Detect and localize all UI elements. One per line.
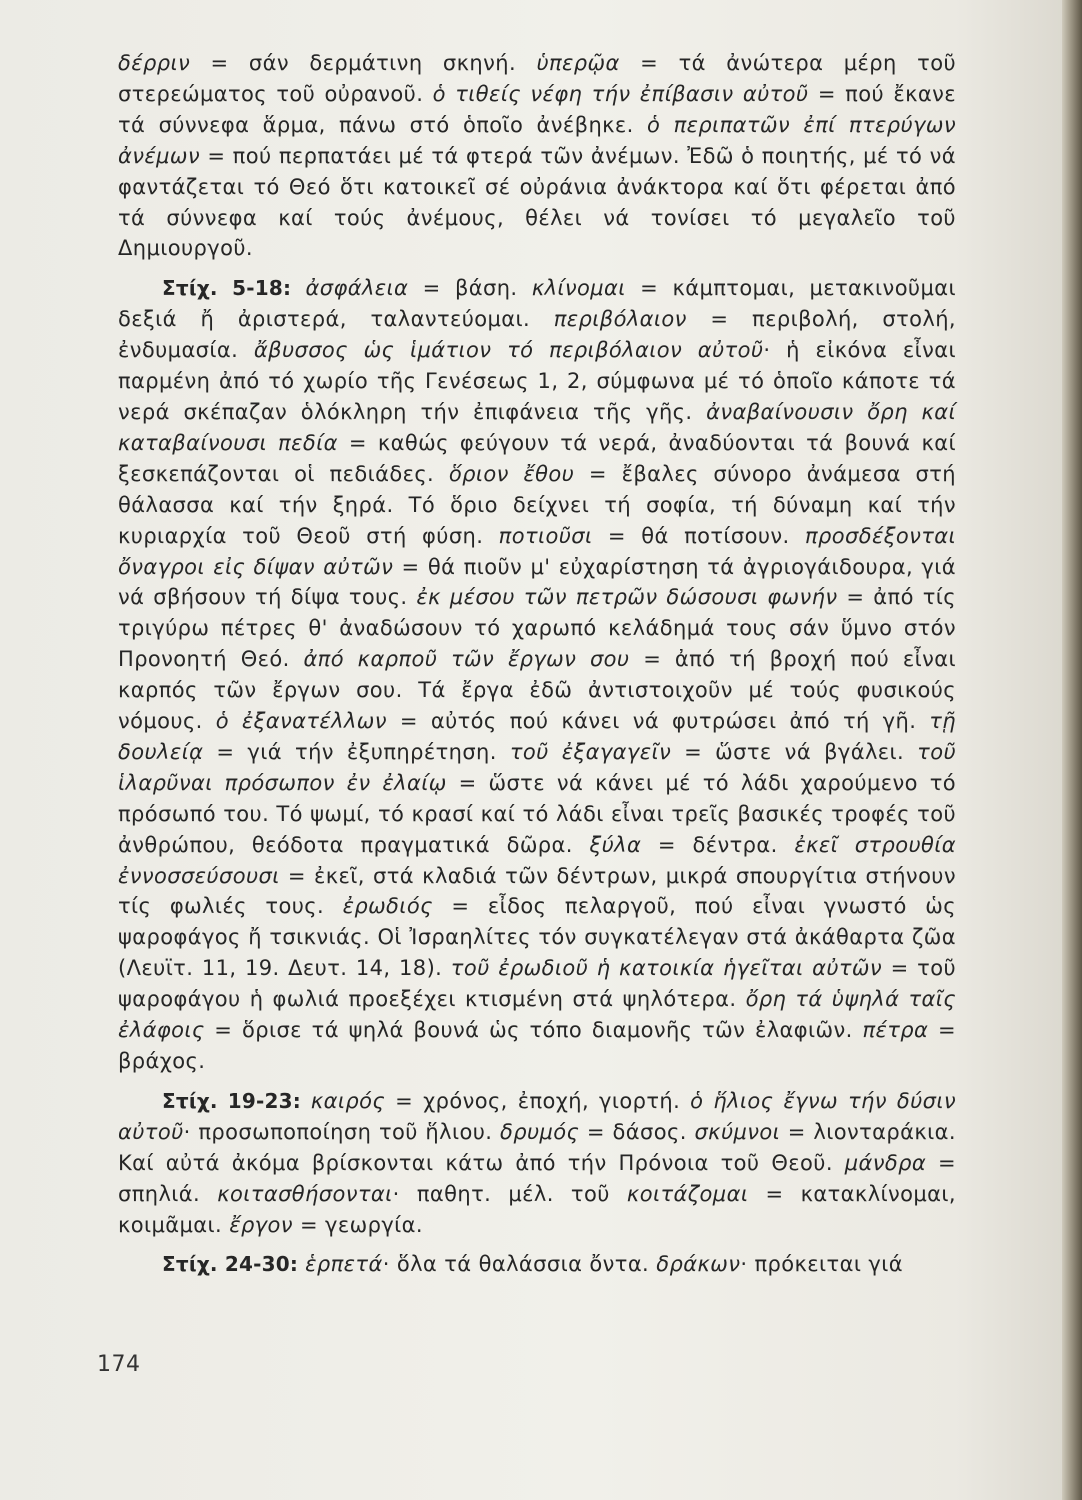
paragraph (118, 48, 956, 264)
quoted-term: ὁ τιθείς νέφη τήν ἐπίβασιν αὐτοῦ (432, 81, 809, 106)
quoted-term: δέρριν (118, 51, 191, 75)
quoted-term: ἀναβαίνουσιν ὄρη καί καταβαίνουσι πεδία (118, 399, 956, 455)
text-run: = βάση. (408, 276, 532, 301)
text-run: = ὅρισε τά ψηλά βουνά ὡς τόπο διαμονῆς τῶν ἐλαφιῶν. (204, 1018, 863, 1043)
quoted-term: τῇ δουλείᾳ (118, 709, 956, 764)
quoted-term: ὄρη τά ὑψηλά ταῖς ἐλάφοις (118, 987, 956, 1043)
quoted-term: τοῦ ἐρωδιοῦ ἡ κατοικία ἡγεῖται αὐτῶν (450, 956, 883, 981)
text-run: · ἡ εἰκόνα εἶναι παρμένη ἀπό τό χωρίο τῆς Γενέσεως 1, 2, σύμφωνα μέ τό ὁποῖο κάποτε τά νερά σκέπαζαν ὁλόκληρη τήν ἐπιφάνεια τῆς γῆς. (118, 338, 956, 424)
text-run: = τοῦ ψαροφάγου ἡ φωλιά προεξέχει κτισμένη στά ψηλότερα. (118, 956, 956, 1012)
text-run: = ὥστε νά βγάλει. (671, 739, 918, 764)
text-run: = ὥστε νά κάνει μέ τό λάδι χαρούμενο τό πρόσωπό του. Τό ψωμί, τό κρασί καί τό λάδι εἶναι τρεῖς βασικές τροφές τοῦ ἀνθρώπου, θεόδοτα πραγματικά δῶρα. (118, 770, 957, 857)
quoted-term: μάνδρα (844, 1150, 927, 1175)
text-run: = γεωργία. (292, 1212, 423, 1237)
quoted-term: προσδέξονται ὄναγροι εἰς δίψαν αὐτῶν (118, 523, 957, 579)
text-run: = κάμπτομαι, μετακινοῦμαι δεξιά ἤ ἀριστερά, ταλαντεύομαι. (118, 276, 956, 332)
body-text (118, 48, 956, 1280)
verse-reference: Στίχ. 5-18: (162, 276, 292, 301)
quoted-term: κοιτάζομαι (626, 1181, 749, 1206)
quoted-term: δρυμός (500, 1119, 580, 1144)
text-run: = τά ἀνώτερα μέρη τοῦ στερεώματος τοῦ οὐρανοῦ. (118, 51, 956, 106)
quoted-term: ἔργον (229, 1212, 293, 1237)
text-run: = πού περπατάει μέ τά φτερά τῶν ἀνέμων. Ἐδῶ ὁ ποιητής, μέ τό νά φαντάζεται τό Θεό ὅτι κατοικεῖ σέ οὐράνια ἀνάκτορα καί ὅτι φέρεται ἀπό τά σύννεφα καί τούς ἀνέμους, θέλει νά τονίσει τό μεγαλεῖο τοῦ Δημιουργοῦ. (118, 143, 956, 261)
text-run: = ἀπό τίς τριγύρω πέτρες θ' ἀναδώσουν τό χαρωπό κελάδημά τους σάν ὕμνο στόν Προνοητή Θεό. (118, 585, 956, 672)
text-run: · προσωποποίηση τοῦ ἥλιου. (183, 1119, 500, 1144)
quoted-term: κοιτασθήσονται (217, 1181, 393, 1206)
page-number: 174 (97, 1352, 141, 1377)
text-run: · ὅλα τά θαλάσσια ὄντα. (382, 1252, 657, 1277)
text-run: = λιονταράκια. Καί αὐτά ἀκόμα βρίσκονται κάτω ἀπό τήν Πρόνοια τοῦ Θεοῦ. (118, 1119, 956, 1175)
text-run: = αὐτός πού κάνει νά φυτρώσει ἀπό τή γῆ. (386, 709, 930, 734)
quoted-term: ξύλα (589, 832, 642, 857)
quoted-term: ὑπερῷα (536, 51, 620, 75)
quoted-term: ὁ περιπατῶν ἐπί πτερύγων ἀνέμων (118, 112, 956, 168)
text-run: = σάν δερμάτινη σκηνή. (190, 51, 537, 75)
text-run: = ἔβαλες σύνορο ἀνάμεσα στή θάλασσα καί τήν ξηρά. Τό ὅριο δείχνει τή σοφία, τή δύναμη καί τήν κυριαρχία τοῦ Θεοῦ στή φύση. (118, 461, 956, 548)
text-run: · πρόκειται γιά (740, 1252, 903, 1277)
text-run: = ἐκεῖ, στά κλαδιά τῶν δέντρων, μικρά σπουργίτια στήνουν τίς φωλιές τους. (118, 863, 956, 919)
quoted-term: καιρός (310, 1088, 386, 1113)
text-run: = θά πιοῦν μ' εὐχαρίστηση τά ἀγριογάιδουρα, γιά νά σβήσουν τή δίψα τους. (118, 554, 956, 610)
text-run: = καθώς φεύγουν τά νερά, ἀναδύονται τά βουνά καί ξεσκεπάζονται οἱ πεδιάδες. (118, 430, 956, 486)
text-run: = δέντρα. (641, 832, 795, 857)
quoted-term: ἑρπετά (305, 1252, 383, 1277)
quoted-term: ὅριον ἔθου (448, 461, 575, 486)
quoted-term: περιβόλαιον (553, 307, 687, 332)
quoted-term: ἐκ μέσου τῶν πετρῶν δώσουσι φωνήν (416, 585, 838, 610)
text-run: = γιά τήν ἐξυπηρέτηση. (203, 739, 510, 764)
text-run: = περιβολή, στολή, ἐνδυμασία. (118, 307, 956, 363)
quoted-term: κλίνομαι (531, 276, 626, 301)
quoted-term: ποτιοῦσι (498, 523, 593, 548)
quoted-term: ἐκεῖ στρουθία ἐννοσσεύσουσι (118, 832, 956, 888)
text-run: = πού ἔκανε τά σύννεφα ἅρμα, πάνω στό ὁποῖο ἀνέβηκε. (118, 81, 956, 137)
verse-reference: Στίχ. 19-23: (162, 1088, 301, 1113)
quoted-term: πέτρα (862, 1018, 929, 1043)
quoted-term: ἐρωδιός (342, 894, 433, 919)
quoted-term: ὁ ἥλιος ἔγνω τήν δύσιν αὐτοῦ (118, 1088, 957, 1144)
quoted-term: σκύμνοι (694, 1119, 781, 1144)
paragraph (118, 1086, 956, 1241)
quoted-term: τοῦ ἐξαγαγεῖν (509, 739, 672, 764)
page-edge (1062, 0, 1082, 1500)
quoted-term: ὁ ἐξανατέλλων (215, 709, 387, 734)
text-run: = χρόνος, ἐποχή, γιορτή. (385, 1088, 691, 1113)
quoted-term: δράκων (656, 1252, 741, 1277)
text-run (291, 276, 305, 300)
text-run: = κατακλίνομαι, κοιμᾶμαι. (118, 1181, 956, 1237)
text-run: = εἶδος πελαργοῦ, πού εἶναι γνωστό ὡς ψαροφάγος ἤ τσικνιάς. Οἱ Ἰσραηλίτες τόν συγκατέλεγαν στά ἀκάθαρτα ζῶα (Λευϊτ. 11, 19. Δευτ. 14, 18). (118, 894, 956, 981)
verse-reference: Στίχ. 24-30: (162, 1252, 299, 1277)
text-run: = ἀπό τή βροχή πού εἶναι καρπός τῶν ἔργων σου. Τά ἔργα ἐδῶ ἀντιστοιχοῦν μέ τούς φυσικούς νόμους. (118, 647, 956, 734)
quoted-term: ἀσφάλεια (305, 276, 409, 301)
quoted-term: ἄβυσσος ὡς ἱμάτιον τό περιβόλαιον αὐτοῦ (253, 338, 764, 363)
text-run: = δάσος. (579, 1119, 695, 1144)
paragraph (118, 273, 956, 1077)
quoted-term: ἀπό καρποῦ τῶν ἔργων σου (303, 647, 630, 672)
text-run: = βράχος. (118, 1018, 956, 1073)
quoted-term: τοῦ ἱλαρῦναι πρόσωπον ἐν ἐλαίῳ (118, 739, 956, 795)
text-run: = σπηλιά. (118, 1150, 956, 1206)
text-run (301, 1089, 311, 1113)
text-run: = θά ποτίσουν. (592, 523, 805, 548)
paragraph (118, 1249, 956, 1280)
text-run: · παθητ. μέλ. τοῦ (392, 1181, 627, 1206)
